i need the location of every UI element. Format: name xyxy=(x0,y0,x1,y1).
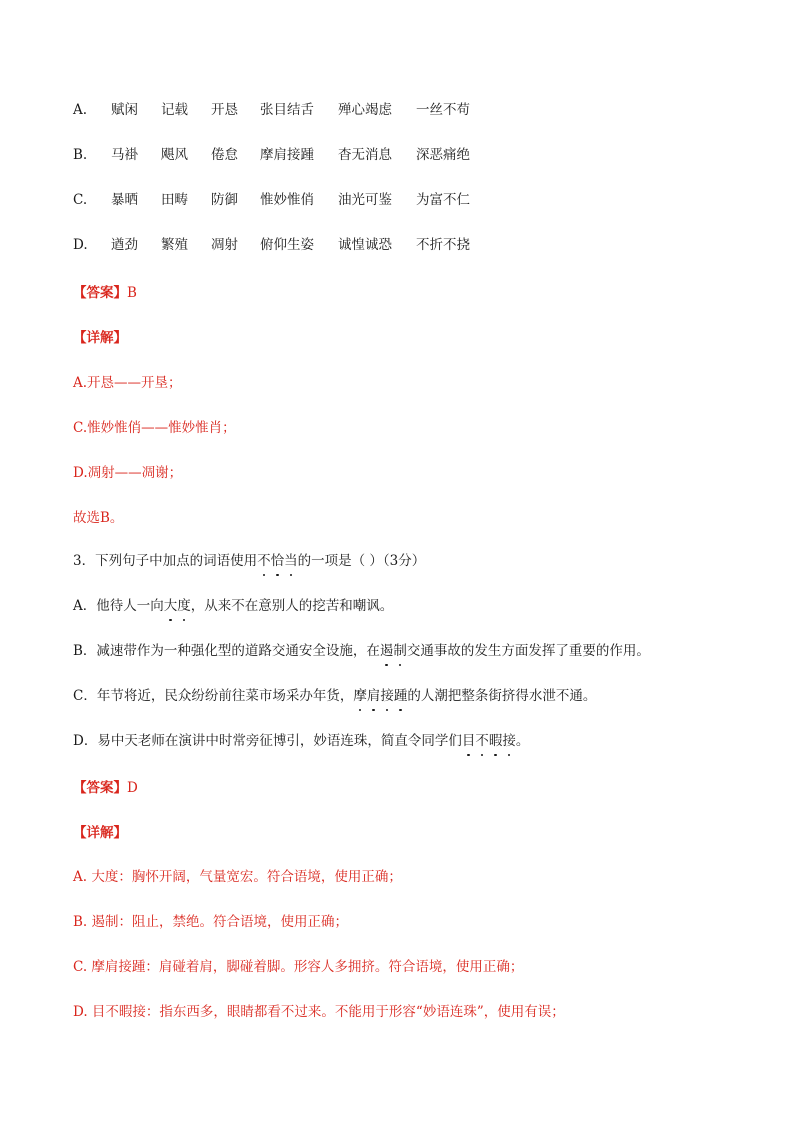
option-text: ，从来不在意别人的挖苦和嘲讽。 xyxy=(190,598,394,614)
question-prefix: 3．下列句子中加点的词语使用 xyxy=(73,553,258,569)
dotted-char: 不 xyxy=(257,553,271,569)
option-text: D．易中天老师在演讲中时常旁征博引，妙语连珠，简直令同学们 xyxy=(73,733,462,749)
option-word: 不折不挠 xyxy=(416,237,470,253)
option-label: A. xyxy=(73,102,88,118)
option-word: 深恶痛绝 xyxy=(416,147,470,163)
dotted-char: 制 xyxy=(393,643,407,659)
dotted-char: 接 xyxy=(380,688,394,704)
option-word: 一丝不苟 xyxy=(416,102,470,118)
answer-line xyxy=(73,284,137,302)
dotted-char: 遏 xyxy=(379,643,394,659)
option-label: B. xyxy=(73,147,88,163)
option-word: 开恳 xyxy=(211,102,238,118)
answer-tag: 【答案】 xyxy=(73,780,127,796)
option-word: 诚惶诚恐 xyxy=(338,237,392,253)
option-row-a xyxy=(73,101,470,119)
option-word: 暴晒 xyxy=(111,192,138,208)
option-word: 油光可鉴 xyxy=(338,192,392,208)
question-suffix: 的一项是（ ）（3分） xyxy=(297,553,426,569)
answer-value: D xyxy=(127,780,138,796)
detail-line: B. 遏制：阻止，禁绝。符合语境，使用正确； xyxy=(73,914,349,930)
option-word: 飓风 xyxy=(161,147,188,163)
option-word: 倦怠 xyxy=(211,147,238,163)
detail-tag: 【详解】 xyxy=(73,330,127,346)
q3-option-d xyxy=(73,732,529,750)
dotted-char: 目 xyxy=(461,733,476,749)
option-word: 赋闲 xyxy=(111,102,138,118)
option-text: A．他待人一向 xyxy=(73,598,164,614)
option-text: 的人潮把整条街挤得水泄不通。 xyxy=(407,688,597,704)
option-row-b xyxy=(73,146,470,164)
option-text: B．减速带作为一种强化型的道路交通安全设施，在 xyxy=(73,643,380,659)
detail-line: A.开恳——开垦； xyxy=(73,375,182,391)
option-word: 殚心竭虑 xyxy=(338,102,392,118)
option-row-d xyxy=(73,236,470,254)
option-word: 杳无消息 xyxy=(338,147,392,163)
option-text: C．年节将近，民众纷纷前往菜市场采办年货， xyxy=(73,688,354,704)
dotted-char: 踵 xyxy=(393,688,408,704)
answer-value: B xyxy=(127,285,137,301)
dotted-char: 度 xyxy=(177,598,191,614)
dotted-char: 摩 xyxy=(353,688,367,704)
option-word: 防御 xyxy=(211,192,238,208)
option-word: 惟妙惟俏 xyxy=(260,192,314,208)
detail-line: A. 大度：胸怀开阔，气量宽宏。符合语境，使用正确； xyxy=(73,869,402,885)
option-word: 为富不仁 xyxy=(416,192,470,208)
option-word: 记载 xyxy=(161,102,188,118)
dotted-emphasis xyxy=(462,733,516,749)
answer-line xyxy=(73,779,138,797)
dotted-char: 不 xyxy=(475,733,489,749)
dotted-emphasis xyxy=(257,553,298,569)
dotted-emphasis xyxy=(164,598,191,614)
option-label: D. xyxy=(73,237,88,253)
question-stem xyxy=(73,552,425,570)
option-word: 马褂 xyxy=(111,147,138,163)
dotted-char: 肩 xyxy=(366,688,381,704)
q3-option-a xyxy=(73,597,393,615)
detail-line: 故选B。 xyxy=(73,510,124,526)
option-text: 交通事故的发生方面发挥了重要的作用。 xyxy=(406,643,650,659)
dotted-char: 恰 xyxy=(270,553,285,569)
option-word: 繁殖 xyxy=(161,237,188,253)
detail-line: C. 摩肩接踵：肩碰着肩，脚碰着脚。形容人多拥挤。符合语境，使用正确； xyxy=(73,959,524,975)
option-word: 摩肩接踵 xyxy=(260,147,314,163)
option-label: C. xyxy=(73,192,88,208)
detail-line: D.凋射——凋谢； xyxy=(73,465,183,481)
dotted-char: 暇 xyxy=(488,733,503,749)
detail-tag: 【详解】 xyxy=(73,825,127,841)
dotted-char: 当 xyxy=(284,553,298,569)
dotted-emphasis xyxy=(353,688,407,704)
option-row-c xyxy=(73,191,470,209)
dotted-char: 大 xyxy=(163,598,178,614)
detail-line: C.惟妙惟俏——惟妙惟肖； xyxy=(73,420,236,436)
option-text: 。 xyxy=(515,733,530,749)
option-word: 俯仰生姿 xyxy=(260,237,314,253)
dotted-emphasis xyxy=(380,643,407,659)
option-word: 遒劲 xyxy=(111,237,138,253)
option-word: 凋射 xyxy=(211,237,238,253)
q3-option-b xyxy=(73,642,650,660)
option-word: 张目结舌 xyxy=(260,102,314,118)
detail-line: D. 目不暇接：指东西多，眼睛都看不过来。不能用于形容“妙语连珠”，使用有误； xyxy=(73,1004,565,1020)
answer-tag: 【答案】 xyxy=(73,285,127,301)
dotted-char: 接 xyxy=(502,733,516,749)
q3-option-c xyxy=(73,687,596,705)
option-word: 田畴 xyxy=(161,192,188,208)
